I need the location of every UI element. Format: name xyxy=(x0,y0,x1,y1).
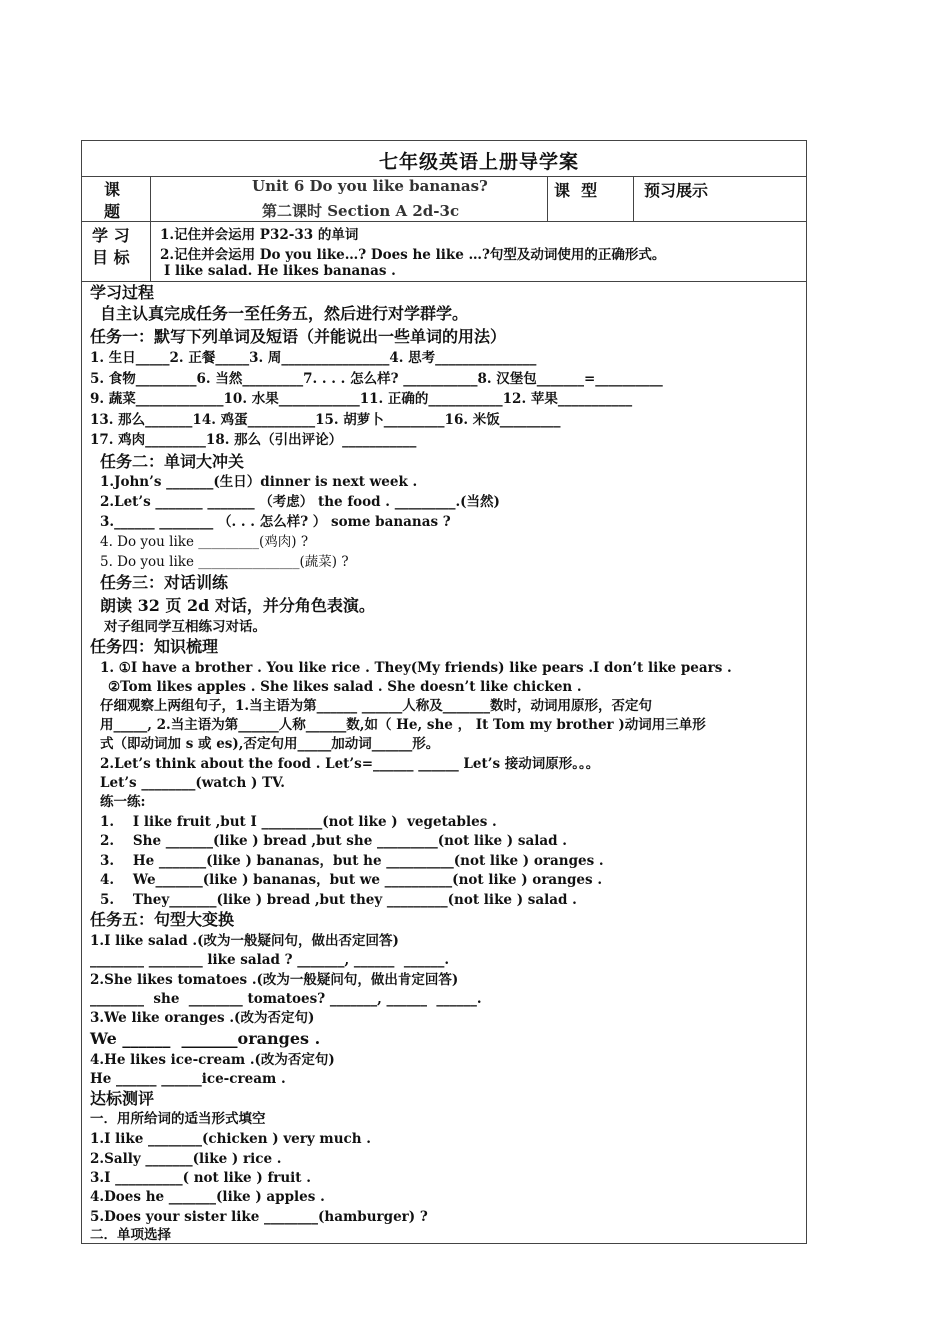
divider xyxy=(547,176,548,221)
divider xyxy=(633,176,634,221)
task4-heading: 任务四：知识梳理 xyxy=(90,637,219,656)
task4-row: 2.Let’s think about the food . Let’s=______ ______ Let’s 接动词原形。。。 xyxy=(100,756,600,772)
assess-sub2: 二．单项选择 xyxy=(90,1227,171,1243)
task2-row: 4. Do you like _________(鸡肉) ? xyxy=(100,534,309,550)
task2-row: 3.______ ________ （. . . 怎么样? ） some bananas ? xyxy=(100,514,451,530)
task5-row: 1.I like salad .(改为一般疑问句，做出否定回答) xyxy=(90,933,399,949)
task4-row: 3. He _______(like ) bananas，but he __________(not like ) oranges . xyxy=(100,853,604,869)
process-intro: 自主认真完成任务一至任务五，然后进行对学群学。 xyxy=(100,304,469,323)
task5-heading: 任务五：句型大变换 xyxy=(90,910,235,929)
task5-row: He ______ ______ice-cream . xyxy=(90,1071,286,1087)
task5-row: 2.She likes tomatoes .(改为一般疑问句，做出肯定回答) xyxy=(90,972,459,988)
task5-row: 3.We like oranges .(改为否定句) xyxy=(90,1010,315,1026)
goal-1: 1.记住并会运用 P32-33 的单词 xyxy=(160,227,359,243)
task2-heading: 任务二：单词大冲关 xyxy=(100,452,245,471)
divider xyxy=(150,176,151,281)
label-type: 课 型 xyxy=(554,181,598,200)
type-value: 预习展示 xyxy=(644,181,709,200)
task4-row: 1. I like fruit ,but I _________(not like ) vegetables . xyxy=(100,814,497,830)
task1-row: 13. 那么_______14. 鸡蛋__________15. 胡萝卜_________16. 米饭_________ xyxy=(90,412,561,428)
task4-row: 用_____, 2.当主语为第______人称______数,如（ He, she ， It Tom my brother )动词用三单形 xyxy=(100,717,706,733)
task4-row: 式（即动词加 s 或 es),否定句用_____加动词______形。 xyxy=(100,736,440,752)
assess-row: 5.Does your sister like ________(hamburger) ? xyxy=(90,1209,428,1225)
task4-row: 练一练: xyxy=(100,794,146,810)
task1-row: 17. 鸡肉_________18. 那么（引出评论）___________ xyxy=(90,432,417,448)
task3-heading: 任务三：对话训练 xyxy=(100,573,229,592)
divider xyxy=(82,281,806,282)
worksheet-table xyxy=(81,140,807,1244)
task4-row: 2. She _______(like ) bread ,but she _________(not like ) salad . xyxy=(100,833,567,849)
task5-row: 4.He likes ice-cream .(改为否定句) xyxy=(90,1052,335,1068)
task3-line1: 朗读 32 页 2d 对话，并分角色表演。 xyxy=(100,596,375,615)
task4-row: 仔细观察上两组句子，1.当主语为第______ ______人称及_______数时，动词用原形，否定句 xyxy=(100,698,653,714)
task2-row: 1.John’s _______(生日）dinner is next week . xyxy=(100,474,418,490)
task1-row: 5. 食物_________6. 当然_________7. . . . 怎么样? ___________8. 汉堡包_______=__________ xyxy=(90,371,663,387)
assess-row: 3.I __________( not like ) fruit . xyxy=(90,1170,311,1186)
task5-row: ________ ________ like salad ? _______, ______ ______. xyxy=(90,952,450,968)
task1-row: 9. 蔬菜_____________10. 水果____________11. 正确的___________12. 苹果___________ xyxy=(90,391,633,407)
process-heading: 学习过程 xyxy=(90,283,155,302)
task4-row: ②Tom likes apples . She likes salad . She doesn’t like chicken . xyxy=(108,679,582,695)
unit-title: Unit 6 Do you like bananas? xyxy=(252,177,488,195)
task1-heading: 任务一：默写下列单词及短语（并能说出一些单词的用法） xyxy=(90,327,507,346)
label-topic-2: 题 xyxy=(104,202,121,221)
assess-row: 1.I like ________(chicken ) very much . xyxy=(90,1131,371,1147)
task1-row: 1. 生日_____2. 正餐_____3. 周________________4. 思考_______________ xyxy=(90,350,537,366)
assess-row: 2.Sally _______(like ) rice . xyxy=(90,1151,282,1167)
task4-row: 1. ①I have a brother . You like rice . They(My friends) like pears .I don’t like pears . xyxy=(100,660,732,676)
task5-row: ________ she ________ tomatoes? _______, ______ ______. xyxy=(90,991,482,1007)
label-topic-1: 课 xyxy=(104,180,121,199)
task4-row: 4. We_______(like ) bananas，but we __________(not like ) oranges . xyxy=(100,872,603,888)
label-goal-2: 目 标 xyxy=(92,248,130,267)
task4-row: Let’s ________(watch ) TV. xyxy=(100,775,285,791)
label-goal-1: 学 习 xyxy=(92,226,130,245)
task2-row: 2.Let’s _______ _______ （考虑） the food . _________.(当然) xyxy=(100,494,500,510)
assess-heading: 达标测评 xyxy=(90,1089,155,1108)
assess-row: 4.Does he _______(like ) apples . xyxy=(90,1189,325,1205)
goal-2: 2.记住并会运用 Do you like…? Does he like …?句型及动词使用的正确形式。 xyxy=(160,247,666,263)
lesson-title: 第二课时 Section A 2d-3c xyxy=(262,202,460,220)
task3-line2: 对子组同学互相练习对话。 xyxy=(104,619,266,635)
task2-row: 5. Do you like _______________(蔬菜) ? xyxy=(100,554,349,570)
task4-row: 5. They_______(like ) bread ,but they _________(not like ) salad . xyxy=(100,892,577,908)
task5-row: We ______ _______oranges . xyxy=(90,1029,321,1048)
page-title: 七年级英语上册导学案 xyxy=(378,151,579,173)
divider xyxy=(82,221,806,222)
assess-sub1: 一．用所给词的适当形式填空 xyxy=(90,1111,266,1127)
goal-3: I like salad. He likes bananas . xyxy=(164,263,396,279)
